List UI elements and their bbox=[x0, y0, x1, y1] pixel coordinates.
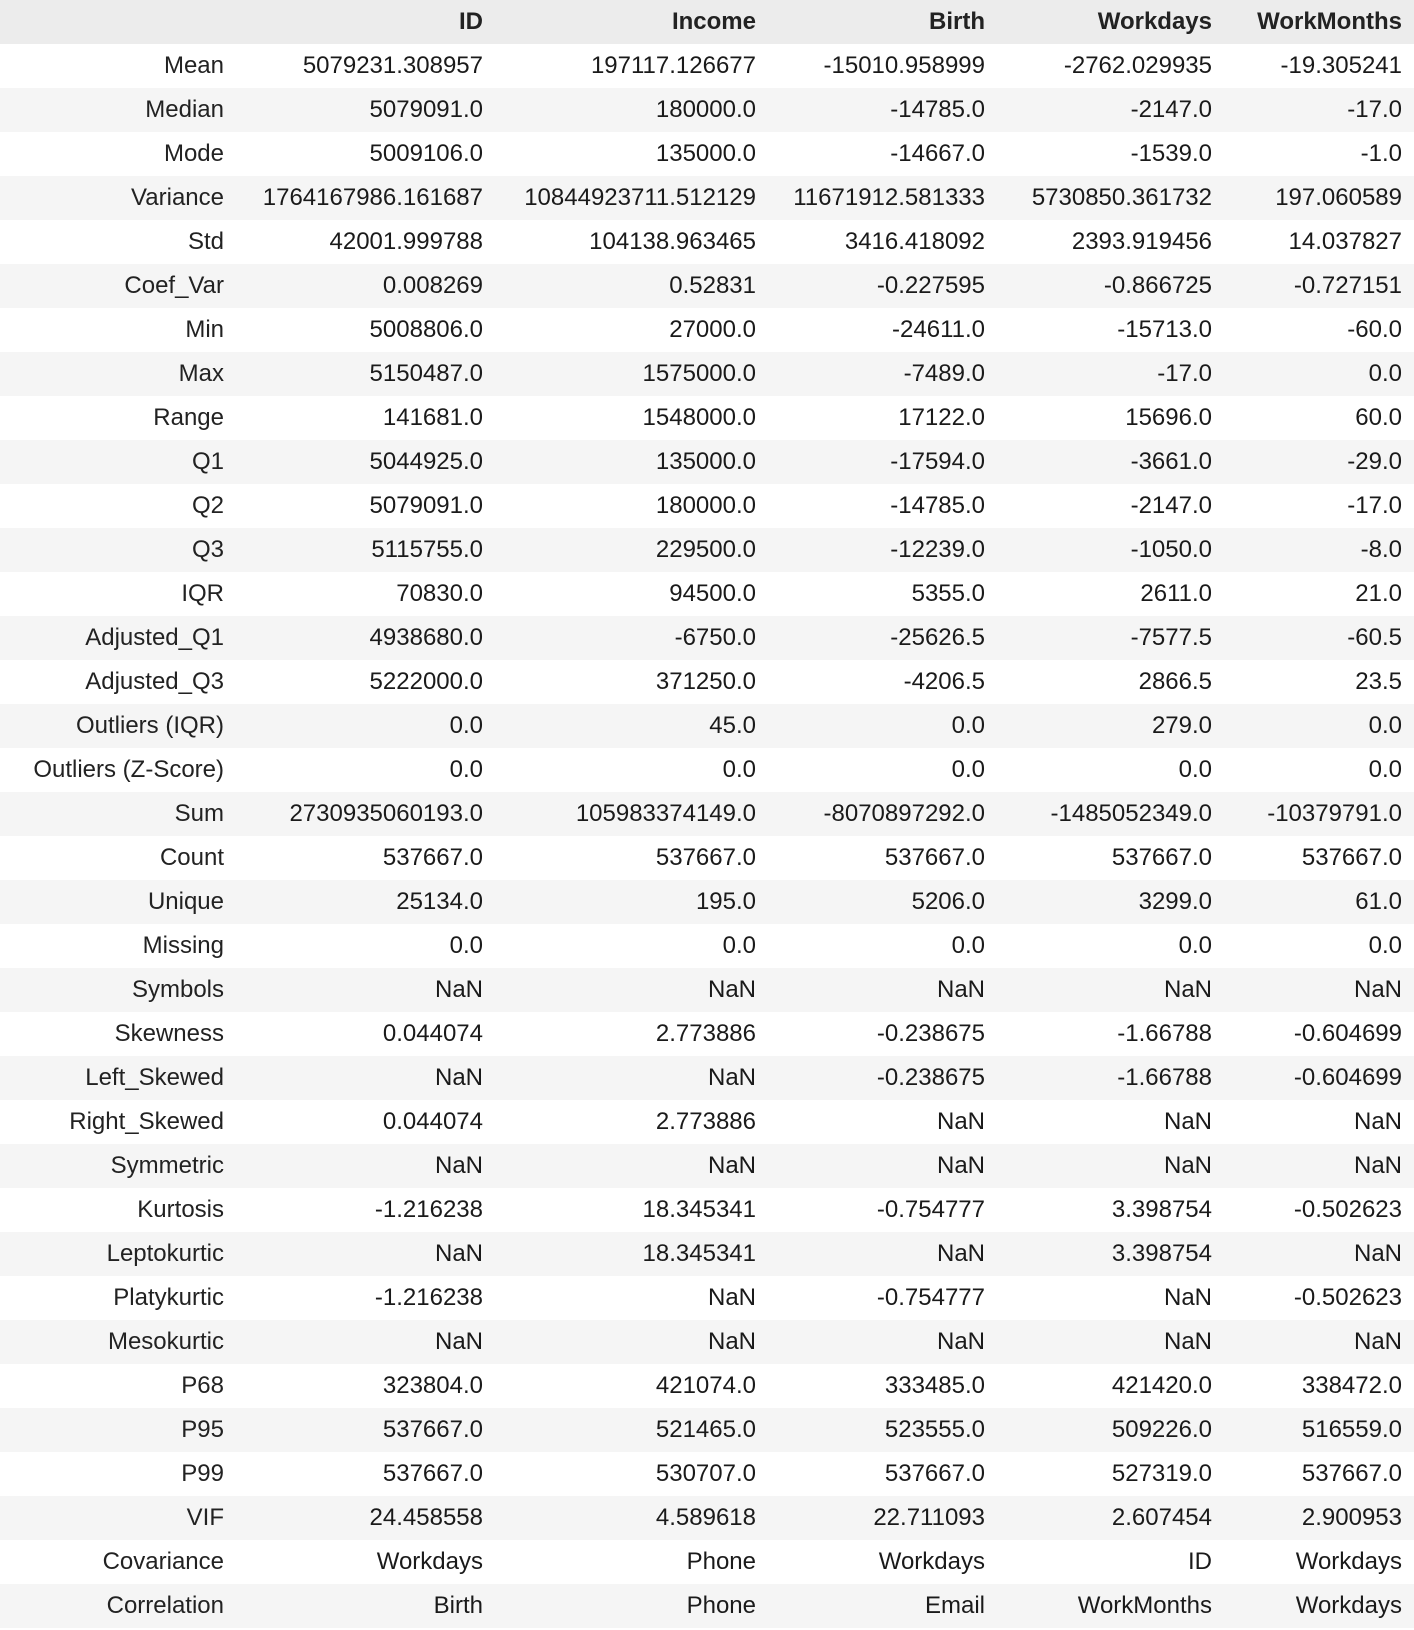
table-cell: -14785.0 bbox=[768, 88, 997, 132]
table-cell: NaN bbox=[236, 1056, 495, 1100]
table-row bbox=[0, 1320, 1414, 1364]
row-label: Mode bbox=[0, 132, 236, 176]
table-cell: 2866.5 bbox=[997, 660, 1224, 704]
table-row bbox=[0, 1540, 1414, 1584]
table-cell: -0.502623 bbox=[1224, 1276, 1414, 1320]
table-cell: 5079091.0 bbox=[236, 484, 495, 528]
table-cell: 521465.0 bbox=[495, 1408, 768, 1452]
row-label: Mean bbox=[0, 44, 236, 88]
table-cell: 3.398754 bbox=[997, 1232, 1224, 1276]
table-cell: -0.227595 bbox=[768, 264, 997, 308]
table-cell: 0.0 bbox=[1224, 704, 1414, 748]
table-cell: -0.754777 bbox=[768, 1188, 997, 1232]
table-cell: NaN bbox=[768, 1232, 997, 1276]
table-row bbox=[0, 1364, 1414, 1408]
row-label: Q3 bbox=[0, 528, 236, 572]
table-cell: -10379791.0 bbox=[1224, 792, 1414, 836]
table-cell: 3299.0 bbox=[997, 880, 1224, 924]
table-cell: 60.0 bbox=[1224, 396, 1414, 440]
table-row bbox=[0, 528, 1414, 572]
table-row bbox=[0, 704, 1414, 748]
table-cell: NaN bbox=[768, 1320, 997, 1364]
table-cell: 104138.963465 bbox=[495, 220, 768, 264]
table-cell: -0.238675 bbox=[768, 1012, 997, 1056]
table-cell: Workdays bbox=[768, 1540, 997, 1584]
table-cell: 5206.0 bbox=[768, 880, 997, 924]
row-label: Std bbox=[0, 220, 236, 264]
table-cell: 0.0 bbox=[236, 748, 495, 792]
table-cell: 10844923711.512129 bbox=[495, 176, 768, 220]
row-label: P99 bbox=[0, 1452, 236, 1496]
table-cell: -8.0 bbox=[1224, 528, 1414, 572]
table-cell: -12239.0 bbox=[768, 528, 997, 572]
table-row bbox=[0, 176, 1414, 220]
row-label: Median bbox=[0, 88, 236, 132]
table-cell: Workdays bbox=[1224, 1584, 1414, 1628]
table-row bbox=[0, 1056, 1414, 1100]
table-cell: -2147.0 bbox=[997, 484, 1224, 528]
table-cell: 5150487.0 bbox=[236, 352, 495, 396]
table-row bbox=[0, 1012, 1414, 1056]
table-cell: 537667.0 bbox=[236, 836, 495, 880]
table-cell: Phone bbox=[495, 1540, 768, 1584]
column-header-birth: Birth bbox=[768, 0, 997, 44]
row-label: Min bbox=[0, 308, 236, 352]
table-cell: 1548000.0 bbox=[495, 396, 768, 440]
table-row bbox=[0, 88, 1414, 132]
row-label: Unique bbox=[0, 880, 236, 924]
table-cell: -1.66788 bbox=[997, 1056, 1224, 1100]
row-label: Leptokurtic bbox=[0, 1232, 236, 1276]
column-header-workdays: Workdays bbox=[997, 0, 1224, 44]
table-cell: NaN bbox=[236, 1144, 495, 1188]
table-cell: 0.008269 bbox=[236, 264, 495, 308]
row-label: Mesokurtic bbox=[0, 1320, 236, 1364]
table-cell: -1.216238 bbox=[236, 1188, 495, 1232]
table-cell: 42001.999788 bbox=[236, 220, 495, 264]
table-cell: -0.604699 bbox=[1224, 1056, 1414, 1100]
table-cell: 17122.0 bbox=[768, 396, 997, 440]
table-cell: ID bbox=[997, 1540, 1224, 1584]
table-cell: -29.0 bbox=[1224, 440, 1414, 484]
table-cell: 24.458558 bbox=[236, 1496, 495, 1540]
table-cell: 2.773886 bbox=[495, 1100, 768, 1144]
row-label: Outliers (Z-Score) bbox=[0, 748, 236, 792]
table-cell: 61.0 bbox=[1224, 880, 1414, 924]
table-cell: -6750.0 bbox=[495, 616, 768, 660]
table-cell: 323804.0 bbox=[236, 1364, 495, 1408]
table-cell: 1575000.0 bbox=[495, 352, 768, 396]
table-cell: 5115755.0 bbox=[236, 528, 495, 572]
table-cell: NaN bbox=[997, 1276, 1224, 1320]
table-cell: 70830.0 bbox=[236, 572, 495, 616]
table-cell: 0.0 bbox=[1224, 352, 1414, 396]
table-cell: Workdays bbox=[236, 1540, 495, 1584]
table-cell: Phone bbox=[495, 1584, 768, 1628]
table-cell: -1.66788 bbox=[997, 1012, 1224, 1056]
row-label: P68 bbox=[0, 1364, 236, 1408]
table-cell: -0.866725 bbox=[997, 264, 1224, 308]
table-cell: NaN bbox=[1224, 1144, 1414, 1188]
table-cell: 527319.0 bbox=[997, 1452, 1224, 1496]
table-cell: NaN bbox=[495, 1276, 768, 1320]
table-cell: 197.060589 bbox=[1224, 176, 1414, 220]
table-cell: 279.0 bbox=[997, 704, 1224, 748]
table-cell: NaN bbox=[768, 1144, 997, 1188]
table-cell: 25134.0 bbox=[236, 880, 495, 924]
table-row bbox=[0, 836, 1414, 880]
table-cell: -1.216238 bbox=[236, 1276, 495, 1320]
table-cell: Email bbox=[768, 1584, 997, 1628]
table-cell: NaN bbox=[236, 1232, 495, 1276]
table-cell: NaN bbox=[495, 1144, 768, 1188]
table-row bbox=[0, 440, 1414, 484]
row-label: Sum bbox=[0, 792, 236, 836]
table-cell: -4206.5 bbox=[768, 660, 997, 704]
table-cell: 5008806.0 bbox=[236, 308, 495, 352]
table-cell: -17.0 bbox=[1224, 88, 1414, 132]
table-cell: 5079231.308957 bbox=[236, 44, 495, 88]
table-cell: 537667.0 bbox=[1224, 836, 1414, 880]
table-cell: 523555.0 bbox=[768, 1408, 997, 1452]
table-cell: -2762.029935 bbox=[997, 44, 1224, 88]
table-row bbox=[0, 1408, 1414, 1452]
table-cell: 0.0 bbox=[1224, 748, 1414, 792]
table-row bbox=[0, 352, 1414, 396]
table-cell: Workdays bbox=[1224, 1540, 1414, 1584]
table-cell: 338472.0 bbox=[1224, 1364, 1414, 1408]
table-cell: 4938680.0 bbox=[236, 616, 495, 660]
table-cell: 23.5 bbox=[1224, 660, 1414, 704]
table-cell: 5044925.0 bbox=[236, 440, 495, 484]
table-row bbox=[0, 660, 1414, 704]
table-cell: -14785.0 bbox=[768, 484, 997, 528]
table-cell: -7577.5 bbox=[997, 616, 1224, 660]
table-cell: -1539.0 bbox=[997, 132, 1224, 176]
table-cell: NaN bbox=[1224, 1232, 1414, 1276]
table-cell: 5222000.0 bbox=[236, 660, 495, 704]
table-cell: 537667.0 bbox=[997, 836, 1224, 880]
table-cell: 0.0 bbox=[236, 704, 495, 748]
table-cell: -2147.0 bbox=[997, 88, 1224, 132]
row-label: Adjusted_Q3 bbox=[0, 660, 236, 704]
table-cell: 27000.0 bbox=[495, 308, 768, 352]
row-label: Count bbox=[0, 836, 236, 880]
table-row bbox=[0, 1452, 1414, 1496]
table-row bbox=[0, 484, 1414, 528]
table-cell: 0.0 bbox=[768, 748, 997, 792]
table-row bbox=[0, 792, 1414, 836]
table-cell: 94500.0 bbox=[495, 572, 768, 616]
table-cell: 509226.0 bbox=[997, 1408, 1224, 1452]
row-label: Right_Skewed bbox=[0, 1100, 236, 1144]
table-cell: -0.754777 bbox=[768, 1276, 997, 1320]
column-header-income: Income bbox=[495, 0, 768, 44]
table-row bbox=[0, 1584, 1414, 1628]
table-cell: 21.0 bbox=[1224, 572, 1414, 616]
table-cell: 537667.0 bbox=[236, 1452, 495, 1496]
table-row bbox=[0, 396, 1414, 440]
table-cell: 3416.418092 bbox=[768, 220, 997, 264]
row-label: IQR bbox=[0, 572, 236, 616]
table-cell: NaN bbox=[236, 1320, 495, 1364]
table-cell: 5009106.0 bbox=[236, 132, 495, 176]
table-cell: NaN bbox=[495, 1320, 768, 1364]
row-label: Q1 bbox=[0, 440, 236, 484]
table-cell: 0.0 bbox=[495, 924, 768, 968]
row-label: Q2 bbox=[0, 484, 236, 528]
table-cell: NaN bbox=[997, 968, 1224, 1012]
table-cell: NaN bbox=[997, 1144, 1224, 1188]
table-cell: -25626.5 bbox=[768, 616, 997, 660]
table-cell: 14.037827 bbox=[1224, 220, 1414, 264]
table-cell: -19.305241 bbox=[1224, 44, 1414, 88]
table-cell: 197117.126677 bbox=[495, 44, 768, 88]
table-cell: -1050.0 bbox=[997, 528, 1224, 572]
table-cell: 333485.0 bbox=[768, 1364, 997, 1408]
table-cell: -8070897292.0 bbox=[768, 792, 997, 836]
table-cell: -0.502623 bbox=[1224, 1188, 1414, 1232]
table-cell: 2.607454 bbox=[997, 1496, 1224, 1540]
table-cell: 2393.919456 bbox=[997, 220, 1224, 264]
table-cell: NaN bbox=[997, 1100, 1224, 1144]
table-cell: 0.0 bbox=[768, 704, 997, 748]
table-cell: 5079091.0 bbox=[236, 88, 495, 132]
table-cell: NaN bbox=[768, 968, 997, 1012]
table-row bbox=[0, 44, 1414, 88]
table-cell: 537667.0 bbox=[768, 1452, 997, 1496]
table-row bbox=[0, 132, 1414, 176]
table-cell: -60.5 bbox=[1224, 616, 1414, 660]
table-row bbox=[0, 572, 1414, 616]
table-cell: 537667.0 bbox=[768, 836, 997, 880]
table-body bbox=[0, 44, 1414, 1628]
table-cell: 537667.0 bbox=[236, 1408, 495, 1452]
table-cell: -15713.0 bbox=[997, 308, 1224, 352]
table-row bbox=[0, 1100, 1414, 1144]
table-cell: 22.711093 bbox=[768, 1496, 997, 1540]
row-label: Max bbox=[0, 352, 236, 396]
row-label: Skewness bbox=[0, 1012, 236, 1056]
table-cell: 0.0 bbox=[997, 748, 1224, 792]
table-cell: 421074.0 bbox=[495, 1364, 768, 1408]
table-cell: 180000.0 bbox=[495, 88, 768, 132]
table-row bbox=[0, 880, 1414, 924]
table-cell: WorkMonths bbox=[997, 1584, 1224, 1628]
row-label: Adjusted_Q1 bbox=[0, 616, 236, 660]
table-cell: 5730850.361732 bbox=[997, 176, 1224, 220]
table-cell: 0.52831 bbox=[495, 264, 768, 308]
table-cell: Birth bbox=[236, 1584, 495, 1628]
table-row bbox=[0, 1496, 1414, 1540]
table-row bbox=[0, 1232, 1414, 1276]
table-row bbox=[0, 924, 1414, 968]
table-cell: -7489.0 bbox=[768, 352, 997, 396]
table-cell: NaN bbox=[1224, 968, 1414, 1012]
row-label: VIF bbox=[0, 1496, 236, 1540]
table-cell: NaN bbox=[997, 1320, 1224, 1364]
table-cell: -3661.0 bbox=[997, 440, 1224, 484]
row-label: Covariance bbox=[0, 1540, 236, 1584]
table-cell: 229500.0 bbox=[495, 528, 768, 572]
table-cell: -17594.0 bbox=[768, 440, 997, 484]
table-cell: -17.0 bbox=[1224, 484, 1414, 528]
table-row bbox=[0, 1276, 1414, 1320]
row-label: Symmetric bbox=[0, 1144, 236, 1188]
table-row bbox=[0, 1144, 1414, 1188]
table-cell: 11671912.581333 bbox=[768, 176, 997, 220]
table-row bbox=[0, 968, 1414, 1012]
table-cell: 2611.0 bbox=[997, 572, 1224, 616]
table-cell: 195.0 bbox=[495, 880, 768, 924]
row-label: Correlation bbox=[0, 1584, 236, 1628]
table-cell: 0.044074 bbox=[236, 1012, 495, 1056]
table-cell: -15010.958999 bbox=[768, 44, 997, 88]
table-cell: NaN bbox=[495, 968, 768, 1012]
column-header-workmonths: WorkMonths bbox=[1224, 0, 1414, 44]
table-cell: 141681.0 bbox=[236, 396, 495, 440]
row-label: Outliers (IQR) bbox=[0, 704, 236, 748]
table-cell: -0.604699 bbox=[1224, 1012, 1414, 1056]
table-cell: 18.345341 bbox=[495, 1188, 768, 1232]
table-cell: 135000.0 bbox=[495, 132, 768, 176]
table-cell: 0.044074 bbox=[236, 1100, 495, 1144]
column-header-id: ID bbox=[236, 0, 495, 44]
row-label: Range bbox=[0, 396, 236, 440]
row-label: Platykurtic bbox=[0, 1276, 236, 1320]
table-cell: 371250.0 bbox=[495, 660, 768, 704]
table-cell: 421420.0 bbox=[997, 1364, 1224, 1408]
table-cell: NaN bbox=[495, 1056, 768, 1100]
table-cell: 537667.0 bbox=[1224, 1452, 1414, 1496]
table-cell: 0.0 bbox=[495, 748, 768, 792]
table-cell: 0.0 bbox=[236, 924, 495, 968]
table-cell: NaN bbox=[768, 1100, 997, 1144]
table-cell: -1.0 bbox=[1224, 132, 1414, 176]
table-row bbox=[0, 220, 1414, 264]
table-header bbox=[0, 0, 1414, 44]
table-row bbox=[0, 264, 1414, 308]
table-cell: 180000.0 bbox=[495, 484, 768, 528]
table-cell: 3.398754 bbox=[997, 1188, 1224, 1232]
header-row bbox=[0, 0, 1414, 44]
table-cell: NaN bbox=[1224, 1100, 1414, 1144]
table-cell: 4.589618 bbox=[495, 1496, 768, 1540]
table-cell: -24611.0 bbox=[768, 308, 997, 352]
table-cell: 2730935060193.0 bbox=[236, 792, 495, 836]
table-row bbox=[0, 308, 1414, 352]
table-row bbox=[0, 1188, 1414, 1232]
table-cell: -0.727151 bbox=[1224, 264, 1414, 308]
table-cell: 1764167986.161687 bbox=[236, 176, 495, 220]
table-cell: 0.0 bbox=[768, 924, 997, 968]
table-cell: 537667.0 bbox=[495, 836, 768, 880]
table-cell: NaN bbox=[236, 968, 495, 1012]
table-cell: -17.0 bbox=[997, 352, 1224, 396]
row-label: Variance bbox=[0, 176, 236, 220]
table-cell: -60.0 bbox=[1224, 308, 1414, 352]
table-cell: 15696.0 bbox=[997, 396, 1224, 440]
row-label: Kurtosis bbox=[0, 1188, 236, 1232]
row-label: P95 bbox=[0, 1408, 236, 1452]
table-cell: 0.0 bbox=[1224, 924, 1414, 968]
table-cell: 135000.0 bbox=[495, 440, 768, 484]
table-cell: -1485052349.0 bbox=[997, 792, 1224, 836]
row-label: Coef_Var bbox=[0, 264, 236, 308]
table-cell: 530707.0 bbox=[495, 1452, 768, 1496]
table-cell: -0.238675 bbox=[768, 1056, 997, 1100]
table-cell: 2.773886 bbox=[495, 1012, 768, 1056]
table-row bbox=[0, 748, 1414, 792]
table-cell: 45.0 bbox=[495, 704, 768, 748]
table-cell: -14667.0 bbox=[768, 132, 997, 176]
column-header-index bbox=[0, 0, 236, 44]
table-cell: NaN bbox=[1224, 1320, 1414, 1364]
table-cell: 0.0 bbox=[997, 924, 1224, 968]
table-cell: 5355.0 bbox=[768, 572, 997, 616]
row-label: Left_Skewed bbox=[0, 1056, 236, 1100]
row-label: Symbols bbox=[0, 968, 236, 1012]
row-label: Missing bbox=[0, 924, 236, 968]
table-row bbox=[0, 616, 1414, 660]
table-cell: 2.900953 bbox=[1224, 1496, 1414, 1540]
table-cell: 18.345341 bbox=[495, 1232, 768, 1276]
table-cell: 516559.0 bbox=[1224, 1408, 1414, 1452]
table-cell: 105983374149.0 bbox=[495, 792, 768, 836]
